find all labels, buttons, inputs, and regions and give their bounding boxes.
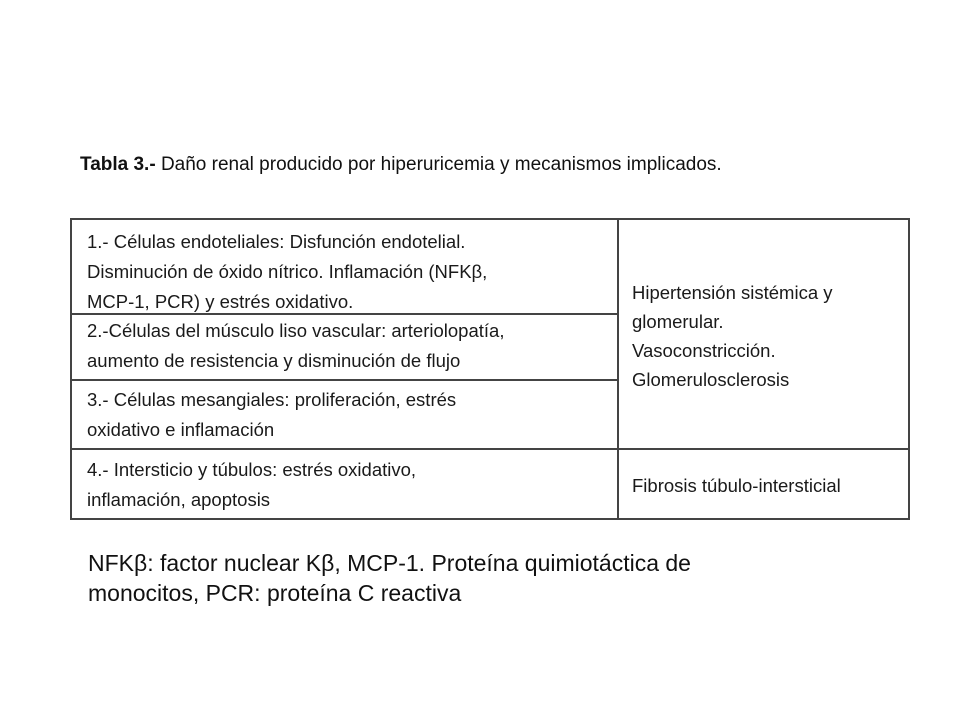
cell-line: Hipertensión sistémica y — [632, 282, 833, 303]
cell-endothelial — [87, 227, 487, 317]
cell-line: aumento de resistencia y disminución de flujo — [87, 350, 461, 371]
footnote-line: monocitos, PCR: proteína C reactiva — [88, 580, 462, 606]
caption-text: Daño renal producido por hiperuricemia y mecanismos implicados. — [155, 154, 722, 175]
cell-line: 2.-Células del músculo liso vascular: arteriolopatía, — [87, 320, 505, 341]
table-caption — [80, 154, 722, 176]
cell-line: 4.- Intersticio y túbulos: estrés oxidativo, — [87, 459, 417, 480]
cell-line: Disminución de óxido nítrico. Inflamación (NFKβ, — [87, 261, 488, 282]
footnote — [88, 548, 691, 608]
row-divider-2 — [72, 379, 617, 381]
cell-line: 3.- Células mesangiales: proliferación, estrés — [87, 389, 457, 410]
cell-interstitium — [87, 455, 416, 515]
cell-fibrosis — [632, 471, 841, 501]
cell-line: Vasoconstricción. — [632, 340, 776, 361]
cell-hypertension — [632, 278, 833, 394]
row-divider-3 — [72, 448, 908, 450]
footnote-line: NFKβ: factor nuclear Kβ, MCP-1. Proteína quimiotáctica de — [88, 550, 691, 576]
cell-line: Glomerulosclerosis — [632, 369, 790, 390]
cell-line: MCP-1, PCR) y estrés oxidativo. — [87, 291, 354, 312]
caption-label: Tabla 3.- — [80, 154, 156, 175]
cell-mesangial — [87, 385, 456, 445]
cell-line: inflamación, apoptosis — [87, 489, 271, 510]
cell-smooth-muscle — [87, 316, 504, 376]
cell-line: glomerular. — [632, 311, 724, 332]
cell-line: Fibrosis túbulo-intersticial — [632, 475, 841, 496]
cell-line: oxidativo e inflamación — [87, 419, 275, 440]
column-divider — [617, 220, 619, 518]
damage-table — [70, 218, 910, 520]
cell-line: 1.- Células endoteliales: Disfunción endotelial. — [87, 231, 466, 252]
